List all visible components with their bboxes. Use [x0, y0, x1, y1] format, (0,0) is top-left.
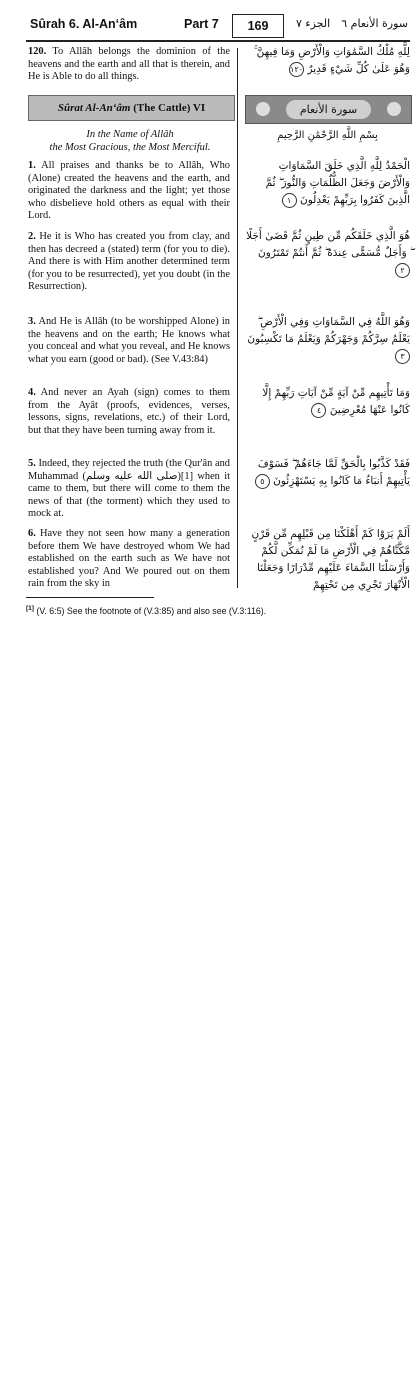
verse-text: He it is Who has created you from clay, and then has decreed a (stated) term (for you to die). And there is with Him another determined term (for you to be resurrected), yet you doubt (in the Resurrection). [28, 231, 230, 293]
ornament-icon [387, 102, 401, 116]
verse-number: 6. [28, 528, 36, 539]
verse-number: 4. [28, 387, 36, 398]
verse-120-english [28, 46, 230, 84]
arabic-text: هُوَ الَّذِي خَلَقَكُم مِّن طِينٍ ثُمَّ قَضَىٰ أَجَلًا ۖ وَأَجَلٌ مُّسَمًّى عِندَهُ ۖ ثُمَّ أَنتُمْ تَمْتَرُونَ [246, 230, 410, 259]
column-divider [237, 48, 238, 588]
footnote-text: (V. 6:5) See the footnote of (V.3:85) and also see (V.3:116). [36, 605, 267, 616]
verse-number: 3. [28, 316, 36, 327]
verse-text: Have they not seen how many a generation before them We have destroyed whom We had established on the earth such as We have not established you? And We poured out on them rain from the sky in [28, 528, 230, 590]
verse-number: 120. [28, 46, 47, 57]
surah-title-box [28, 95, 235, 121]
verse-4-english [28, 387, 230, 437]
surah-title-italic: Sûrat Al-An‘âm [57, 102, 131, 114]
verse-text: And never an Ayah (sign) comes to them from the Ayât (proofs, evidences, verses, lessons, signs, revelations, etc.) of their Lord, but that they have been turning away from it. [28, 387, 230, 436]
arabic-text: وَهُوَ اللَّهُ فِي السَّمَاوَاتِ وَفِي الْأَرْضِ ۖ يَعْلَمُ سِرَّكُمْ وَجَهْرَكُمْ وَيَعْلَمُ مَا تَكْسِبُونَ [247, 316, 410, 345]
verse-number: 5. [28, 458, 36, 469]
verse-1-english [28, 160, 230, 223]
arabic-text: فَقَدْ كَذَّبُوا بِالْحَقِّ لَمَّا جَاءَهُمْ ۖ فَسَوْفَ يَأْتِيهِمْ أَنبَاءُ مَا كَانُوا بِهِ يَسْتَهْزِئُونَ [257, 458, 410, 487]
arabic-surah-name: سورة الأنعام ٦ [341, 17, 408, 30]
verse-text: Indeed, they rejected the truth (the Qur'ân and Muhammad (صلى الله عليه وسلم)[1] when it came to them, but there will come to them the news of that (the torment) which they used to mock at. [28, 458, 230, 520]
verse-number: 1. [28, 160, 36, 171]
page-header [26, 14, 410, 42]
ayah-number-marker: ١٢٠ [289, 62, 304, 77]
footnote-rule [26, 597, 154, 598]
surah-name: Sûrah 6. Al-An‘âm [30, 17, 138, 31]
bismillah-english [28, 129, 232, 154]
ayah-number-marker: ٣ [395, 349, 410, 364]
bismillah-line-2: the Most Gracious, the Most Merciful. [49, 141, 211, 153]
verse-3-english [28, 316, 230, 366]
verse-2-arabic [245, 228, 410, 279]
footnote-marker: [1] [26, 605, 34, 612]
bismillah-arabic: بِسْمِ اللَّهِ الرَّحْمَٰنِ الرَّحِيمِ [277, 130, 378, 141]
verse-text: All praises and thanks be to Allâh, Who (Alone) created the heavens and the earth, and originated the darkness and the light; yet those who disbelieve hold others as equal with their Lord. [28, 160, 231, 222]
arabic-text: وَمَا تَأْتِيهِم مِّنْ آيَةٍ مِّنْ آيَاتِ رَبِّهِمْ إِلَّا كَانُوا عَنْهَا مُعْرِضِينَ [262, 387, 410, 416]
verse-text: To Allâh belongs the dominion of the heavens and the earth and all that is therein, and He is Able to do all things. [28, 46, 230, 83]
ayah-number-marker: ٤ [311, 403, 326, 418]
part-label: Part 7 [184, 17, 219, 31]
arabic-part-label: الجزء ٧ [296, 17, 331, 30]
verse-2-english [28, 231, 230, 294]
verse-120-arabic [245, 44, 410, 78]
footnote [26, 605, 406, 616]
verse-1-arabic [245, 158, 410, 209]
verse-3-arabic [245, 314, 410, 365]
arabic-text: الْحَمْدُ لِلَّهِ الَّذِي خَلَقَ السَّمَاوَاتِ وَالْأَرْضَ وَجَعَلَ الظُّلُمَاتِ وَالنُّورَ ۖ ثُمَّ الَّذِينَ كَفَرُوا بِرَبِّهِمْ يَعْدِلُونَ [265, 160, 410, 206]
page-number: 169 [232, 14, 284, 38]
verse-text: And He is Allâh (to be worshipped Alone) in the heavens and on the earth; He knows what you conceal and what you reveal, and He knows what you earn (good or bad). (See V.43:84) [28, 316, 230, 365]
verse-4-arabic [245, 385, 410, 419]
verse-6-english [28, 528, 230, 591]
surah-title-rest: (The Cattle) VI [133, 102, 206, 114]
arabic-surah-title: سورة الأنعام [286, 100, 371, 119]
verse-5-arabic [245, 456, 410, 490]
verse-number: 2. [28, 231, 36, 242]
ayah-number-marker: ٥ [255, 474, 270, 489]
bismillah-line-1: In the Name of Allâh [86, 129, 174, 140]
arabic-text: لِلَّهِ مُلْكُ السَّمَٰوَاتِ وَالْأَرْضِ وَمَا فِيهِنَّ ۚ وَهُوَ عَلَىٰ كُلِّ شَيْءٍ قَدِيرٌ [253, 46, 410, 75]
verse-5-english [28, 458, 230, 521]
arabic-surah-title-box [245, 95, 412, 124]
ayah-number-marker: ٢ [395, 263, 410, 278]
arabic-text: أَلَمْ يَرَوْا كَمْ أَهْلَكْنَا مِن قَبْلِهِم مِّن قَرْنٍ مَّكَّنَّاهُمْ فِي الْأَرْضِ مَا لَمْ نُمَكِّن لَّكُمْ وَأَرْسَلْنَا السَّمَاءَ عَلَيْهِم مِّدْرَارًا وَجَعَلْنَا الْأَنْهَارَ تَجْرِي مِن تَحْتِهِمْ [251, 528, 410, 591]
ornament-icon [256, 102, 270, 116]
verse-6-arabic [245, 526, 410, 594]
ayah-number-marker: ١ [282, 193, 297, 208]
